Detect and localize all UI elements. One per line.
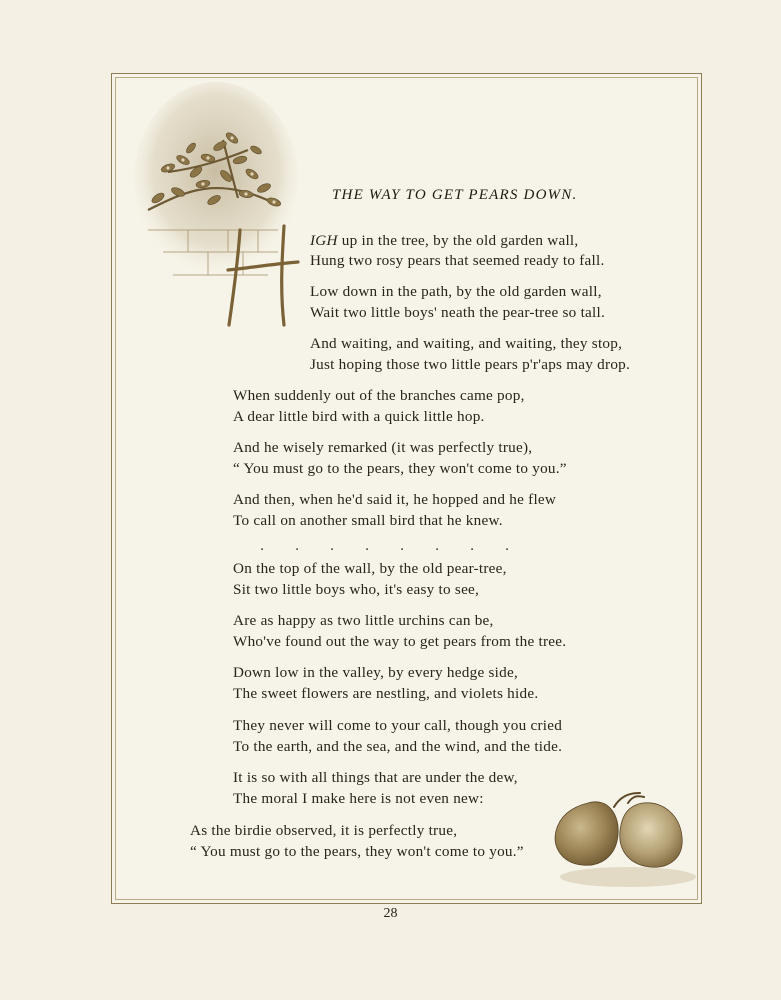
poem-line: They never will come to your call, though you cried bbox=[233, 717, 563, 734]
poem-line: Down low in the valley, by every hedge side, bbox=[233, 664, 519, 681]
ellipsis-dot: . bbox=[505, 539, 510, 554]
ellipsis-dot: . bbox=[400, 539, 405, 554]
ellipsis-dot: . bbox=[435, 539, 440, 554]
poem-line: Are as happy as two little urchins can be, bbox=[233, 612, 494, 629]
poem-line: It is so with all things that are under the dew, bbox=[233, 769, 518, 786]
two-pears-illustration bbox=[548, 785, 698, 895]
drop-cap-continuation: IGH bbox=[310, 232, 338, 249]
poem-line: To the earth, and the sea, and the wind, and the tide. bbox=[233, 738, 563, 755]
poem-line: And waiting, and waiting, and waiting, they stop, bbox=[310, 335, 623, 352]
poem-title: THE WAY TO GET PEARS DOWN. bbox=[332, 187, 578, 203]
poem-line: As the birdie observed, it is perfectly true, bbox=[190, 822, 458, 839]
poem-line: Who've found out the way to get pears from the tree. bbox=[233, 633, 567, 650]
ellipsis-dot: . bbox=[470, 539, 475, 554]
poem-line: On the top of the wall, by the old pear-tree, bbox=[233, 560, 507, 577]
poem-line: And he wisely remarked (it was perfectly true), bbox=[233, 439, 533, 456]
poem-line: The moral I make here is not even new: bbox=[233, 790, 484, 807]
poem-line: Sit two little boys who, it's easy to see, bbox=[233, 581, 480, 598]
poem-line: The sweet flowers are nestling, and violets hide. bbox=[233, 685, 539, 702]
poem-line: When suddenly out of the branches came pop, bbox=[233, 387, 525, 404]
poem-line-text: up in the tree, by the old garden wall, bbox=[337, 232, 579, 249]
ellipsis-dot: . bbox=[295, 539, 300, 554]
poem-line: A dear little bird with a quick little hop. bbox=[233, 408, 485, 425]
ellipsis-dot: . bbox=[330, 539, 335, 554]
ellipsis-row bbox=[260, 539, 550, 554]
poem-line: To call on another small bird that he knew. bbox=[233, 512, 503, 529]
pear-tree-branch-illustration bbox=[128, 80, 308, 330]
poem-line: Hung two rosy pears that seemed ready to fall. bbox=[310, 252, 605, 269]
ellipsis-dot: . bbox=[365, 539, 370, 554]
poem-line: Wait two little boys' neath the pear-tree so tall. bbox=[310, 304, 606, 321]
poem-line: Just hoping those two little pears p'r'aps may drop. bbox=[310, 356, 631, 373]
page-number: 28 bbox=[383, 906, 398, 921]
ellipsis-dot: . bbox=[260, 539, 265, 554]
poem-line: “ You must go to the pears, they won't come to you.” bbox=[190, 843, 524, 860]
poem-line: And then, when he'd said it, he hopped and he flew bbox=[233, 491, 557, 508]
poem-line: “ You must go to the pears, they won't come to you.” bbox=[233, 460, 567, 477]
poem-line bbox=[310, 232, 578, 250]
poem-line: Low down in the path, by the old garden wall, bbox=[310, 283, 602, 300]
